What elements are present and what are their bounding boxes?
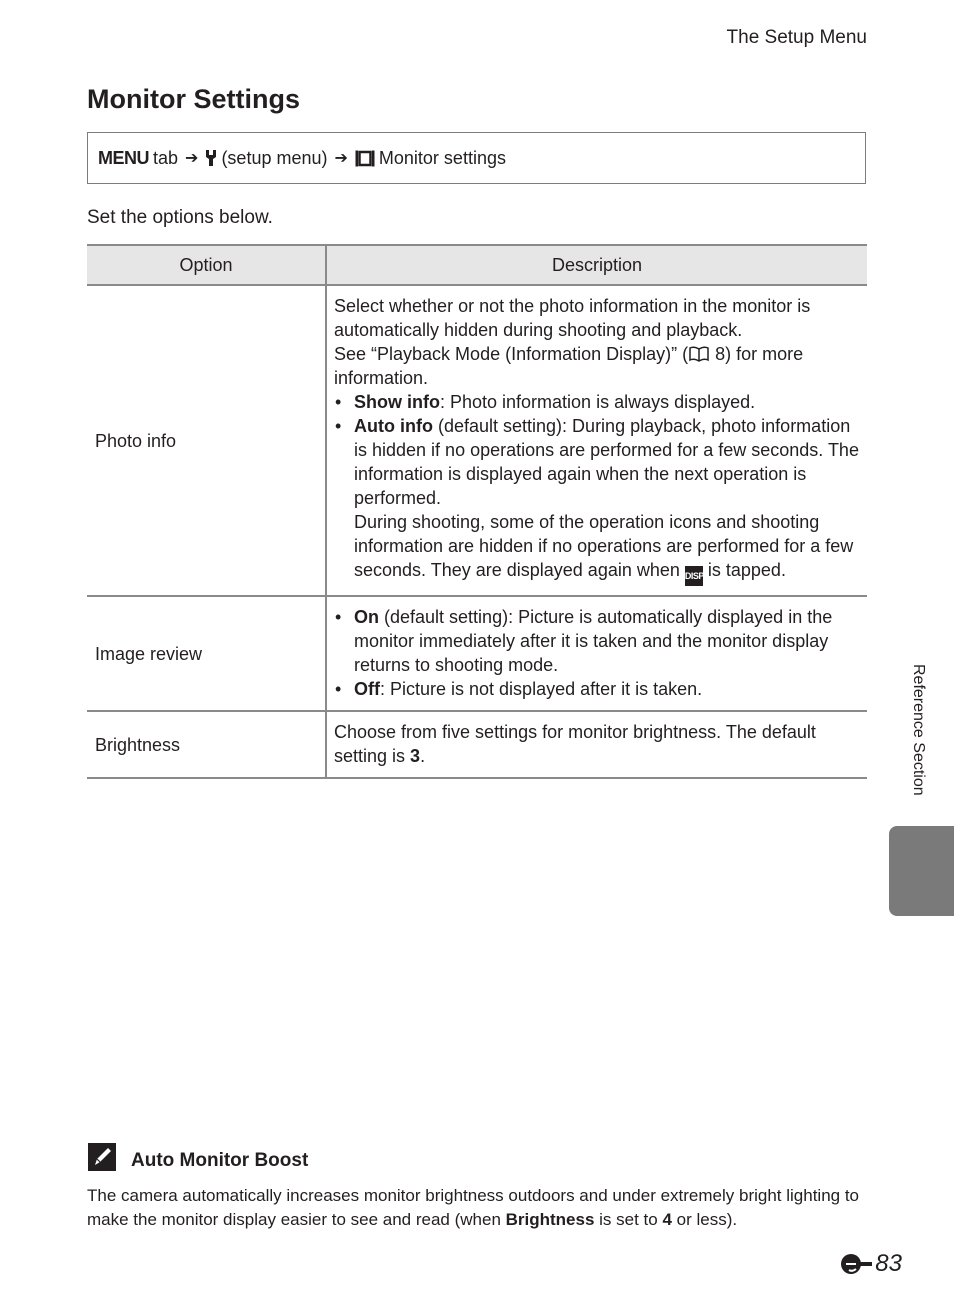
section-tab — [889, 826, 954, 916]
option-photo-info: Photo info — [87, 285, 326, 596]
wrench-icon — [205, 149, 217, 167]
menu-path-setup: (setup menu) — [221, 147, 328, 168]
disp-button-icon: DISP. — [685, 566, 703, 586]
section-side-label: Reference Section — [910, 664, 927, 796]
menu-path-monitor: Monitor settings — [378, 147, 506, 168]
reference-e-icon — [840, 1253, 874, 1275]
option-image-review: Image review — [87, 596, 326, 711]
header-description: Description — [326, 245, 867, 285]
page-title: Monitor Settings — [87, 84, 300, 114]
list-item: • Off: Picture is not displayed after it is taken. — [354, 677, 861, 701]
intro-text: Set the options below. — [87, 207, 273, 228]
option-brightness: Brightness — [87, 711, 326, 778]
menu-path-tab: tab — [153, 147, 179, 168]
list-item: • Show info: Photo information is always displayed. — [354, 390, 861, 414]
note-body: The camera automatically increases monitor brightness outdoors and under extremely bright lighting to make the monitor display easier to see and read (when Brightness is set to 4 or less). — [87, 1186, 860, 1229]
table-row-photo-info — [87, 285, 867, 596]
menu-button-icon: MENU — [98, 147, 149, 168]
description-photo-info — [326, 285, 867, 596]
settings-table — [87, 244, 867, 779]
list-item: • On (default setting): Picture is automatically displayed in the monitor immediately after it is taken and the monitor display returns to shooting mode. — [354, 605, 861, 677]
list-item: • Auto info (default setting): During playback, photo information is hidden if no operations are performed for a few seconds. The information is displayed again when the next operation is performed. During shooting, some of the operation icons and shooting information are hidden if no operations are performed for a few seconds. They are displayed again when DISP. is tapped. — [354, 414, 861, 586]
photo-info-intro: Select whether or not the photo information in the monitor is automatically hidden during shooting and playback. — [334, 296, 811, 340]
description-image-review — [326, 596, 867, 711]
header-option: Option — [87, 245, 326, 285]
pencil-note-icon — [88, 1143, 116, 1171]
monitor-settings-icon — [355, 150, 375, 167]
running-head: The Setup Menu — [726, 27, 867, 48]
arrow-right-icon: ➔ — [334, 150, 348, 167]
note-title: Auto Monitor Boost — [131, 1150, 309, 1171]
table-row-brightness — [87, 711, 867, 778]
page-number: 83 — [840, 1250, 902, 1278]
arrow-right-icon: ➔ — [185, 150, 199, 167]
description-brightness: Choose from five settings for monitor brightness. The default setting is 3. — [326, 711, 867, 778]
book-reference-icon — [688, 346, 710, 362]
table-header-row — [87, 245, 867, 285]
photo-info-reference: See “Playback Mode (Information Display)” ( 8) for more information. — [334, 344, 804, 388]
menu-path-box — [87, 132, 866, 184]
table-row-image-review — [87, 596, 867, 711]
